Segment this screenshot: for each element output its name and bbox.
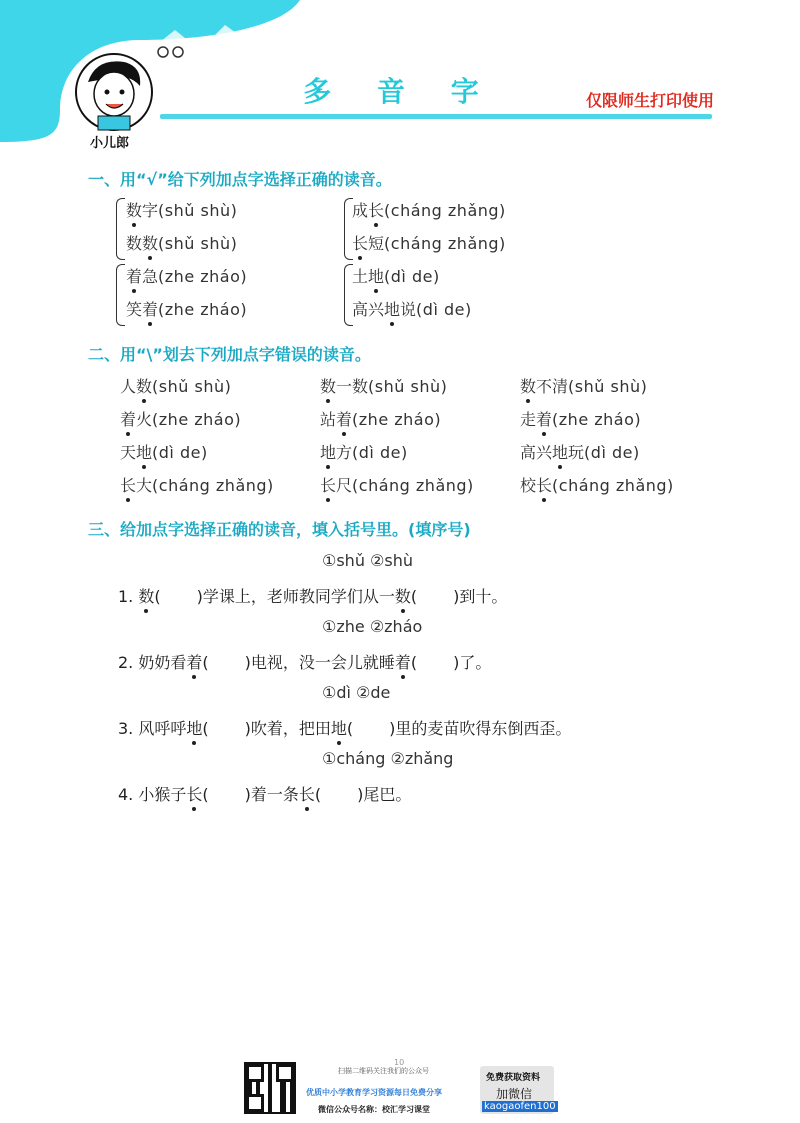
footer-box-line2: 加微信	[496, 1087, 533, 1101]
answer-options: ①cháng ②zhǎng	[322, 749, 454, 768]
section-2-item: 地方(dì de)	[320, 440, 408, 463]
section-2-item: 站着(zhe zháo)	[320, 407, 441, 430]
header-bar	[160, 114, 712, 119]
boy-mascot-icon	[68, 52, 160, 134]
qr-code-icon	[246, 1064, 294, 1112]
section-2-item: 数不清(shǔ shù)	[520, 374, 647, 397]
question-sentence: 3. 风呼呼地( )吹着，把田地( )里的麦苗吹得东倒西歪。	[118, 716, 571, 739]
section-2-item: 走着(zhe zháo)	[520, 407, 641, 430]
question-sentence: 4. 小猴子长( )着一条长( )尾巴。	[118, 782, 411, 805]
answer-options: ①dì ②de	[322, 683, 391, 702]
brace	[116, 264, 125, 326]
section-1-item: 长短(cháng zhǎng)	[352, 231, 506, 254]
section-2-item: 着火(zhe zháo)	[120, 407, 241, 430]
footer-account: 微信公众号名称：校汇学习课堂	[318, 1105, 430, 1114]
page-number: 10	[394, 1058, 405, 1067]
question-sentence: 2. 奶奶看着( )电视，没一会儿就睡着( )了。	[118, 650, 491, 673]
section-1-item: 数字(shǔ shù)	[126, 198, 237, 221]
section-1-item: 笑着(zhe zháo)	[126, 297, 247, 320]
answer-options: ①zhe ②zháo	[322, 617, 423, 636]
section-2-item: 高兴地玩(dì de)	[520, 440, 640, 463]
section-2-item: 长大(cháng zhǎng)	[120, 473, 274, 496]
section-3-heading: 三、给加点字选择正确的读音，填入括号里。(填序号)	[88, 520, 471, 539]
section-2-item: 数一数(shǔ shù)	[320, 374, 447, 397]
section-1-item: 高兴地说(dì de)	[352, 297, 472, 320]
question-sentence: 1. 数( )学课上，老师教同学们从一数( )到十。	[118, 584, 507, 607]
answer-options: ①shǔ ②shù	[322, 551, 414, 570]
section-2-item: 长尺(cháng zhǎng)	[320, 473, 474, 496]
section-2-item: 天地(dì de)	[120, 440, 208, 463]
footer-box-line3: kaogaofen100	[484, 1101, 556, 1112]
brand-label: 小儿郎	[90, 136, 130, 151]
footer-scan-text: 扫描二维码关注我们的公众号	[338, 1067, 429, 1075]
print-note: 仅限师生打印使用	[586, 91, 715, 110]
brace	[116, 198, 125, 260]
section-2-heading: 二、用“\”划去下列加点字错误的读音。	[88, 345, 371, 364]
section-1-item: 数数(shǔ shù)	[126, 231, 237, 254]
section-2-item: 校长(cháng zhǎng)	[520, 473, 674, 496]
page-title: 多 音 字	[303, 75, 497, 108]
section-2-item: 人数(shǔ shù)	[120, 374, 231, 397]
section-1-item: 着急(zhe zháo)	[126, 264, 247, 287]
footer-box-line1: 免费获取资料	[486, 1073, 541, 1083]
footer-slogan: 优质中小学教育学习资源每日免费分享	[306, 1088, 442, 1097]
section-1-heading: 一、用“√”给下列加点字选择正确的读音。	[88, 170, 392, 189]
section-1-item: 成长(cháng zhǎng)	[352, 198, 506, 221]
section-1-item: 土地(dì de)	[352, 264, 440, 287]
